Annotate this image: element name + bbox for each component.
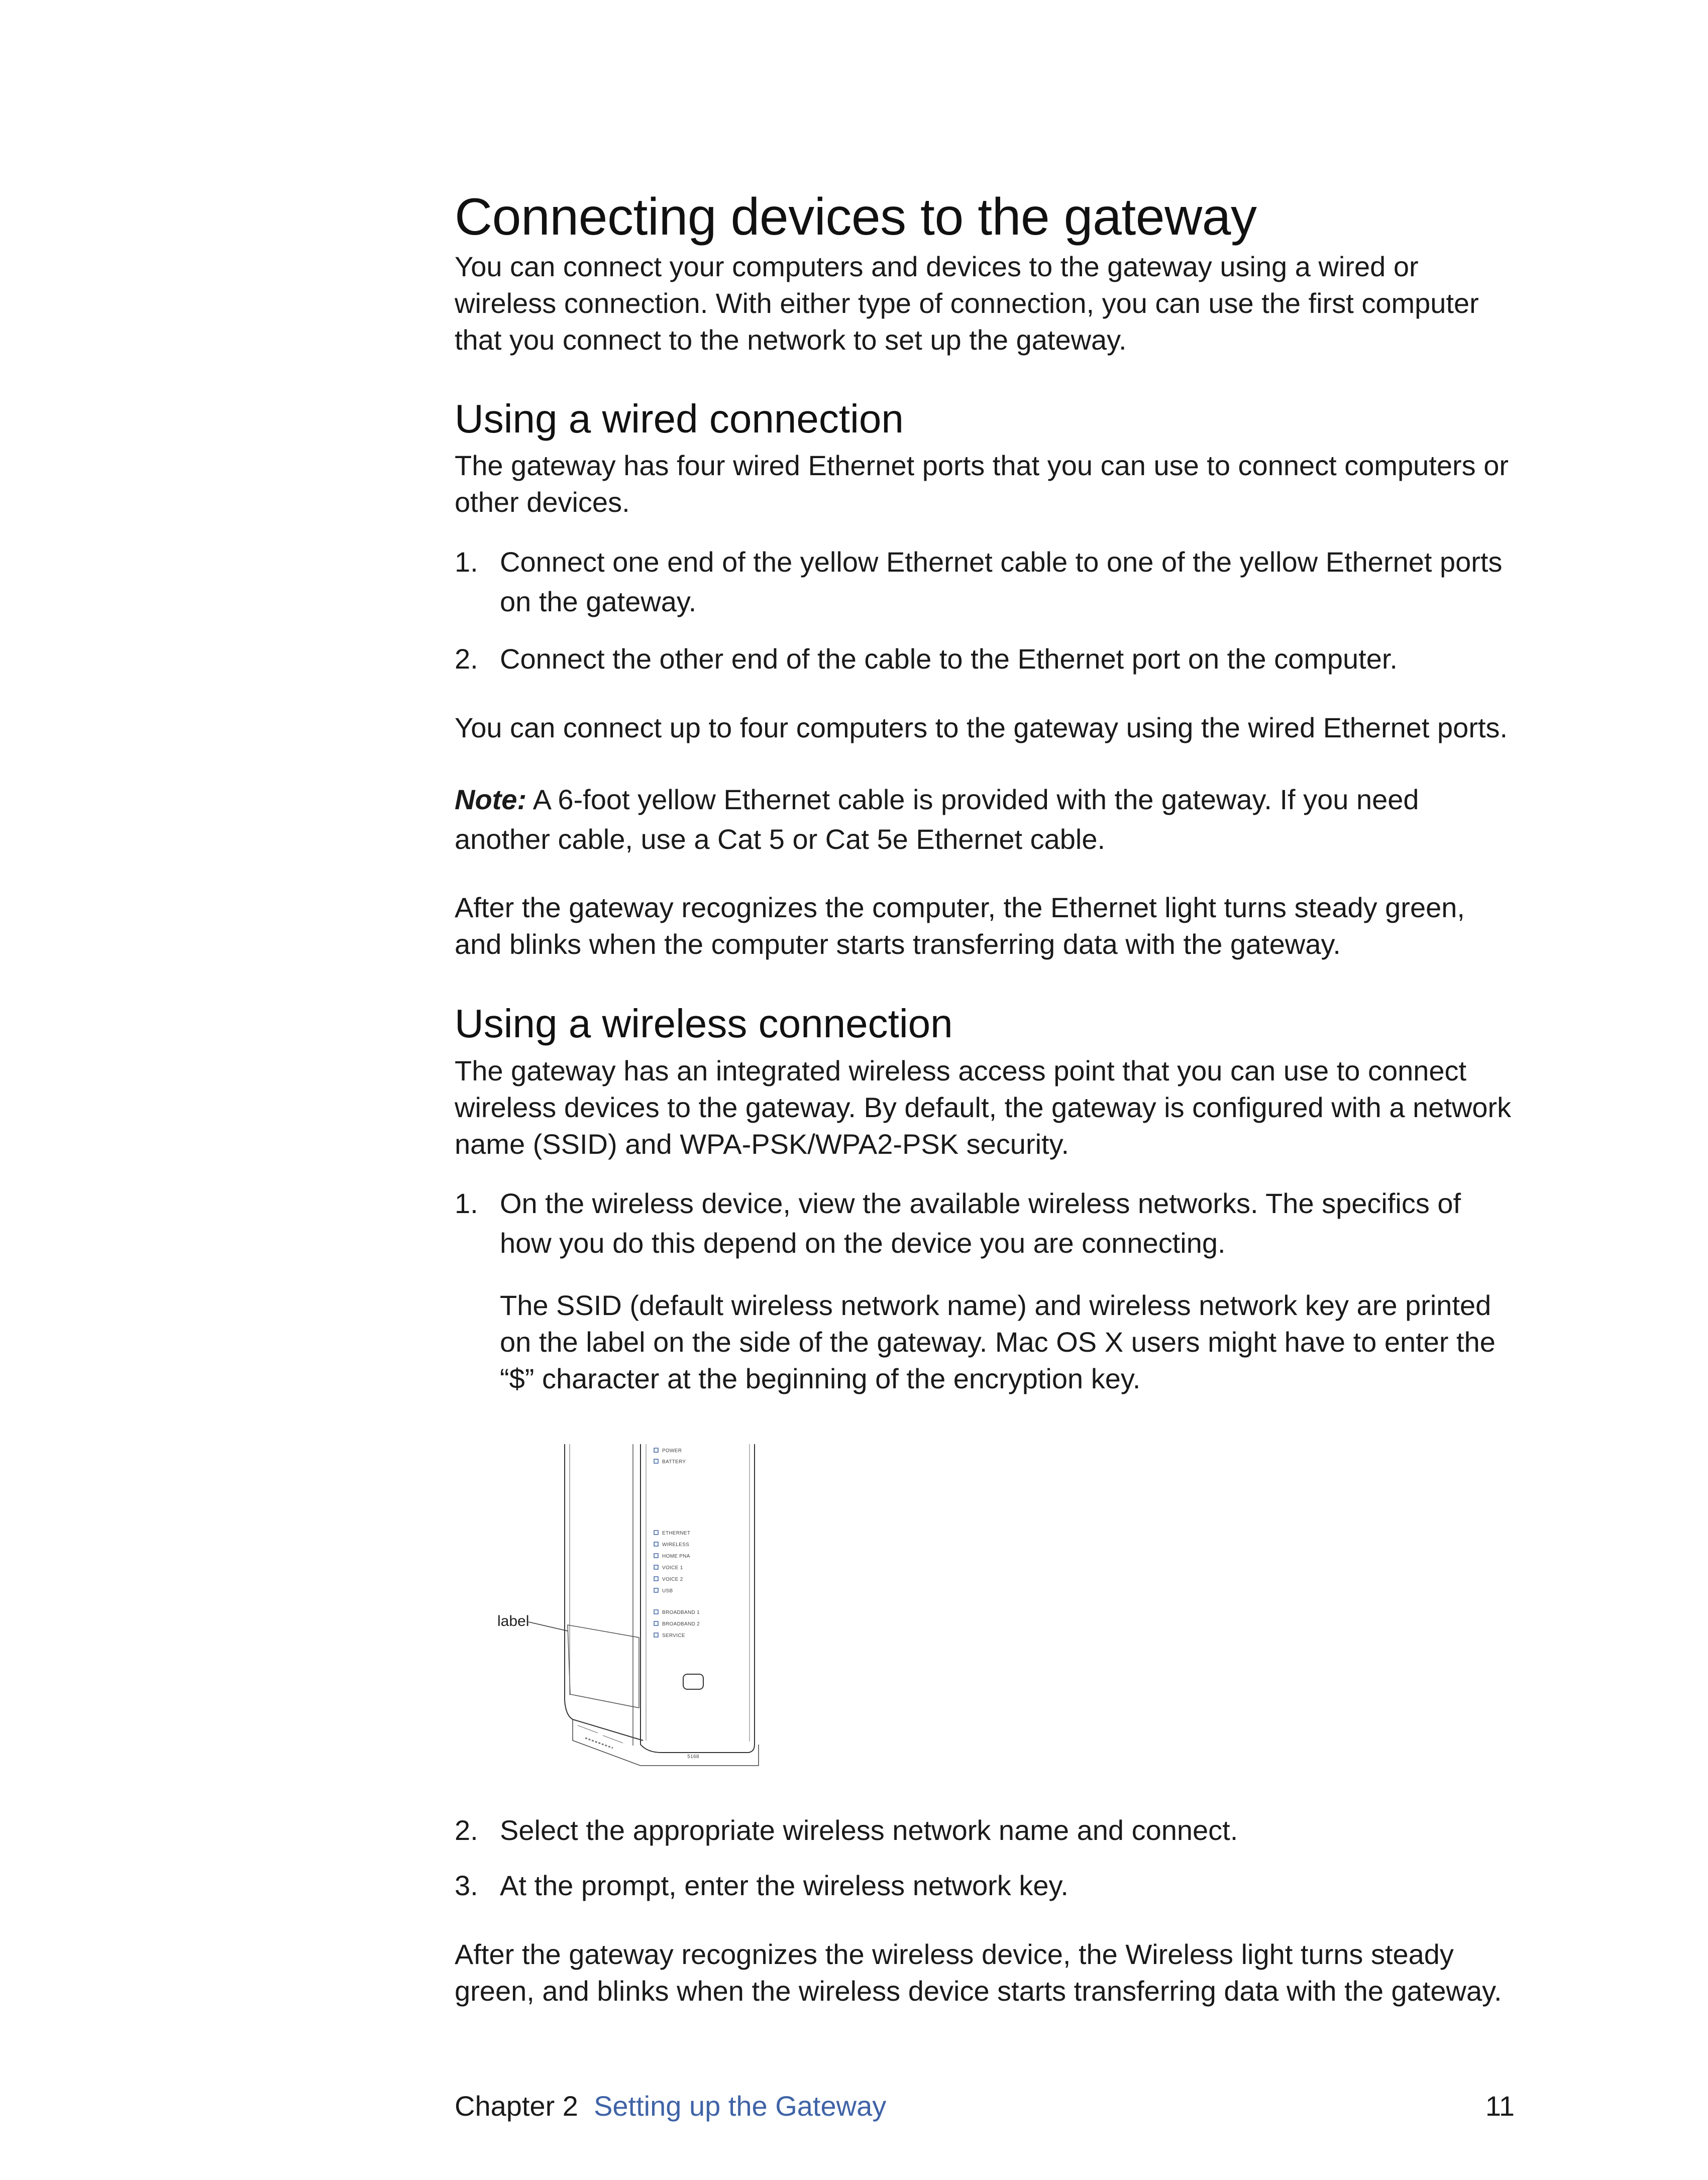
label-area	[568, 1625, 639, 1708]
wired-heading: Using a wired connection	[455, 396, 904, 441]
note-paragraph	[455, 780, 1515, 859]
callout-line	[528, 1622, 568, 1631]
wireless-intro: The gateway has an integrated wireless access point that you can use to connect wireless devices to the gateway. By default, the gateway is configured with a network name (SSID) and WPA-PSK/WPA2-PSK security.	[455, 1055, 1512, 1160]
step-number: 3.	[455, 1870, 478, 1901]
chapter-title-link[interactable]: Setting up the Gateway	[594, 2090, 887, 2122]
led-indicators	[654, 1448, 658, 1637]
led-labels	[662, 1448, 700, 1639]
step-number: 1.	[455, 1187, 478, 1219]
svg-text:ETHERNET: ETHERNET	[662, 1531, 691, 1536]
wireless-light-paragraph: After the gateway recognizes the wireless device, the Wireless light turns steady green, and blinks when the wireless device starts transferring data with the gateway.	[455, 1938, 1502, 2007]
svg-text:BATTERY: BATTERY	[662, 1459, 686, 1465]
svg-text:BROADBAND 1: BROADBAND 1	[662, 1610, 700, 1615]
wired-paragraph: You can connect up to four computers to the gateway using the wired Ethernet ports.	[455, 712, 1508, 743]
step-text: Connect the other end of the cable to the Ethernet port on the computer.	[500, 643, 1398, 675]
ethernet-light-paragraph: After the gateway recognizes the computer, the Ethernet light turns steady green, and blinks when the computer starts transferring data with the gateway.	[455, 892, 1465, 960]
svg-text:BROADBAND 2: BROADBAND 2	[662, 1621, 700, 1627]
chapter-label: Chapter 2	[455, 2090, 578, 2122]
wireless-step-1-detail: The SSID (default wireless network name) and wireless network key are printed on the label on the side of the gateway. Mac OS X users might have to enter the “$” character at the beginning of the encryption key.	[500, 1289, 1496, 1394]
step-number: 2.	[455, 1814, 478, 1846]
wireless-step-2	[455, 1810, 1515, 1850]
svg-text:VOICE 1: VOICE 1	[662, 1565, 683, 1571]
step-text: At the prompt, enter the wireless network key.	[500, 1870, 1069, 1901]
step-text: Connect one end of the yellow Ethernet cable to one of the yellow Ethernet ports on the gateway.	[500, 546, 1503, 617]
gateway-illustration	[497, 1444, 769, 1786]
page-title: Connecting devices to the gateway	[455, 188, 1257, 246]
step-number: 1.	[455, 546, 478, 578]
intro-paragraph: You can connect your computers and devices to the gateway using a wired or wireless connection. With either type of connection, you can use the first computer that you connect to the network to set up the gateway.	[455, 251, 1479, 356]
footer-chapter	[455, 2089, 886, 2124]
step-text: Select the appropriate wireless network name and connect.	[500, 1814, 1238, 1846]
gateway-side-edge	[565, 1444, 643, 1740]
note-label: Note:	[455, 784, 527, 815]
wired-step-1	[455, 542, 1515, 622]
step-text: On the wireless device, view the available wireless networks. The specifics of how you do this depend on the device you are connecting.	[500, 1187, 1461, 1259]
wireless-step-1	[455, 1183, 1515, 1264]
svg-text:USB: USB	[662, 1588, 673, 1594]
wired-step-2	[455, 639, 1515, 679]
wps-button	[683, 1674, 703, 1689]
gateway-front-panel	[640, 1444, 755, 1753]
svg-text:POWER: POWER	[662, 1448, 682, 1454]
wireless-heading: Using a wireless connection	[455, 1001, 953, 1046]
svg-text:SERVICE: SERVICE	[662, 1633, 685, 1639]
step-number: 2.	[455, 643, 478, 675]
wired-intro: The gateway has four wired Ethernet ports that you can use to connect computers or other devices.	[455, 450, 1509, 518]
svg-text:VOICE 2: VOICE 2	[662, 1577, 683, 1582]
svg-text:HOME PNA: HOME PNA	[662, 1554, 690, 1559]
wireless-step-3	[455, 1866, 1515, 1906]
page-number: 11	[1485, 2090, 1515, 2122]
note-text: A 6-foot yellow Ethernet cable is provided with the gateway. If you need another cable, use a Cat 5 or Cat 5e Ethernet cable.	[455, 784, 1419, 855]
model-number: 5168	[687, 1754, 699, 1760]
svg-text:WIRELESS: WIRELESS	[662, 1542, 690, 1548]
label-callout: label	[497, 1613, 529, 1629]
